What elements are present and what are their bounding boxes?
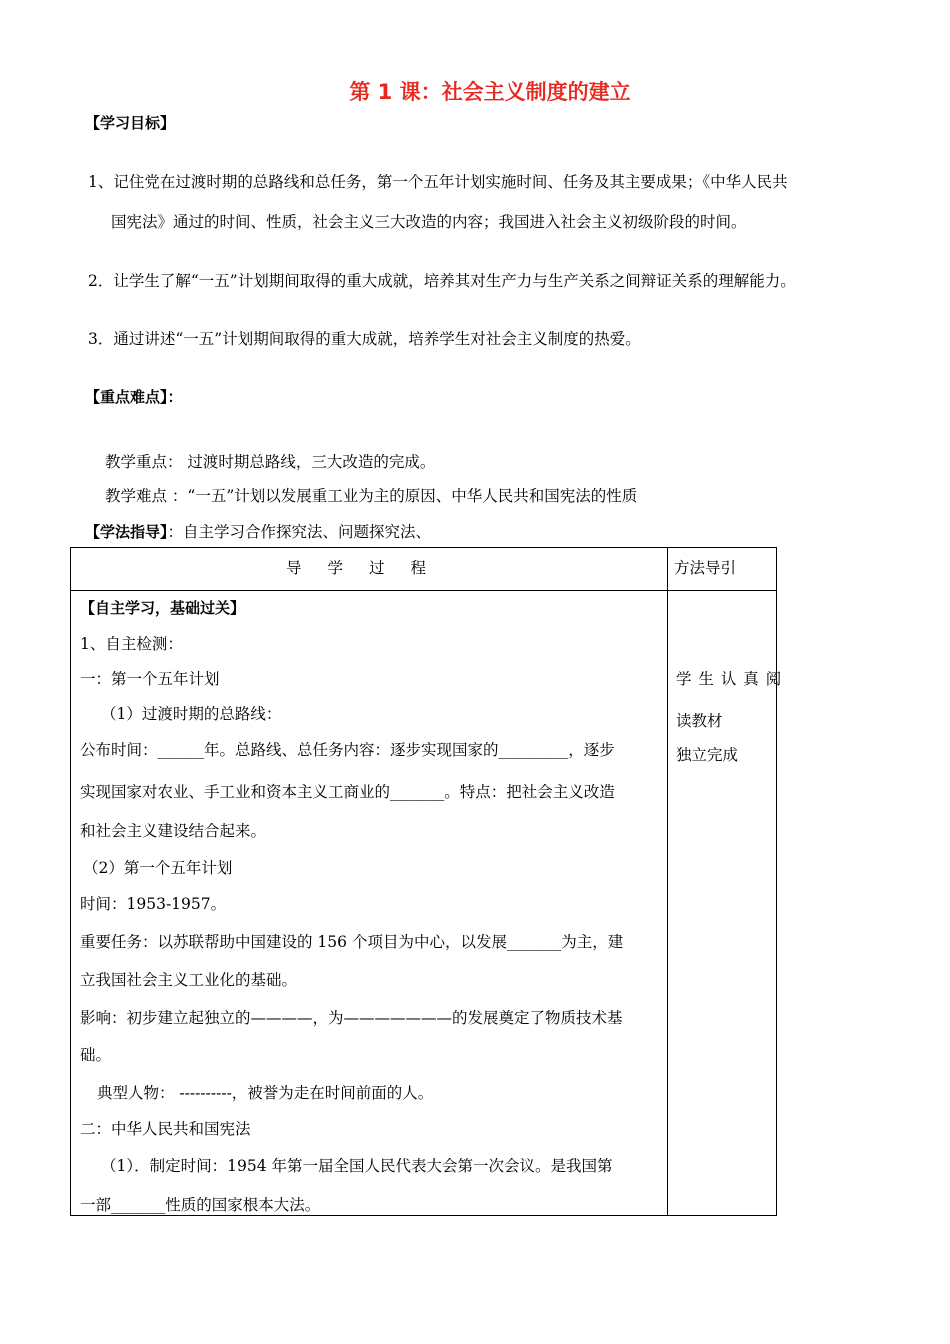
table-header-process: 导学过程 (71, 548, 668, 591)
objectives-heading: 【学习目标】 (85, 114, 176, 132)
teaching-difficulty: 教学难点 ：“一五”计划以发展重工业为主的原因、中华人民共和国宪法的性质 (105, 487, 638, 505)
list-item: 实现国家对农业、手工业和资本主义工商业的_______。特点：把社会主义改造 (80, 783, 615, 801)
list-item: 时间：1953-1957。 (80, 895, 227, 913)
method-note-line: 学 生 认 真 阅 (676, 670, 783, 688)
list-item: 立我国社会主义工业化的基础。 (80, 971, 298, 989)
process-cell (71, 591, 668, 1216)
list-item: 一：第一个五年计划 (80, 670, 220, 688)
method-note-line: 独立完成 (676, 746, 739, 764)
list-item: 1、自主检测： (80, 635, 183, 653)
study-table (70, 547, 783, 1216)
method-guide (85, 520, 431, 542)
list-item: 础。 (80, 1046, 112, 1064)
table-header-method: 方法导引 (668, 548, 777, 591)
method-text: ：自主学习合作探究法、问题探究法、 (167, 523, 432, 541)
section-heading: 【自主学习，基础过关】 (80, 599, 246, 617)
list-item: 公布时间：______年。总路线、总任务内容：逐步实现国家的_________，逐步 (80, 741, 615, 759)
list-item: 二：中华人民共和国宪法 (80, 1120, 251, 1138)
list-item: （2）第一个五年计划 (83, 859, 233, 877)
list-item: 重要任务：以苏联帮助中国建设的 156 个项目为中心，以发展_______为主，建 (80, 933, 624, 951)
list-item: 典型人物： ----------，被誉为走在时间前面的人。 (97, 1084, 434, 1102)
objective-2: 2．让学生了解“一五”计划期间取得的重大成就，培养其对生产力与生产关系之间辩证关系的理解能力。 (88, 272, 796, 290)
list-item: （1）．制定时间：1954 年第一届全国人民代表大会第一次会议。是我国第 (101, 1157, 613, 1175)
objective-1-line-2: 国宪法》通过的时间、性质，社会主义三大改造的内容；我国进入社会主义初级阶段的时间。 (111, 213, 747, 231)
teaching-focus: 教学重点： 过渡时期总路线，三大改造的完成。 (105, 453, 436, 471)
list-item: 影响：初步建立起独立的————，为———————的发展奠定了物质技术基 (80, 1009, 623, 1027)
objective-3: 3．通过讲述“一五”计划期间取得的重大成就，培养学生对社会主义制度的热爱。 (88, 330, 641, 348)
method-note-line: 读教材 (676, 712, 723, 730)
method-heading: 【学法指导】 (85, 523, 168, 541)
method-cell (668, 591, 783, 1216)
page-title: 第 1 课：社会主义制度的建立 (349, 80, 631, 104)
list-item: 一部_______性质的国家根本大法。 (80, 1196, 321, 1214)
objective-1-line-1: 1、记住党在过渡时期的总路线和总任务，第一个五年计划实施时间、任务及其主要成果；《中华人民共 (88, 173, 788, 191)
list-item: 和社会主义建设结合起来。 (80, 822, 267, 840)
list-item: （1）过渡时期的总路线： (101, 705, 282, 723)
key-points-heading: 【重点难点】： (85, 388, 183, 406)
